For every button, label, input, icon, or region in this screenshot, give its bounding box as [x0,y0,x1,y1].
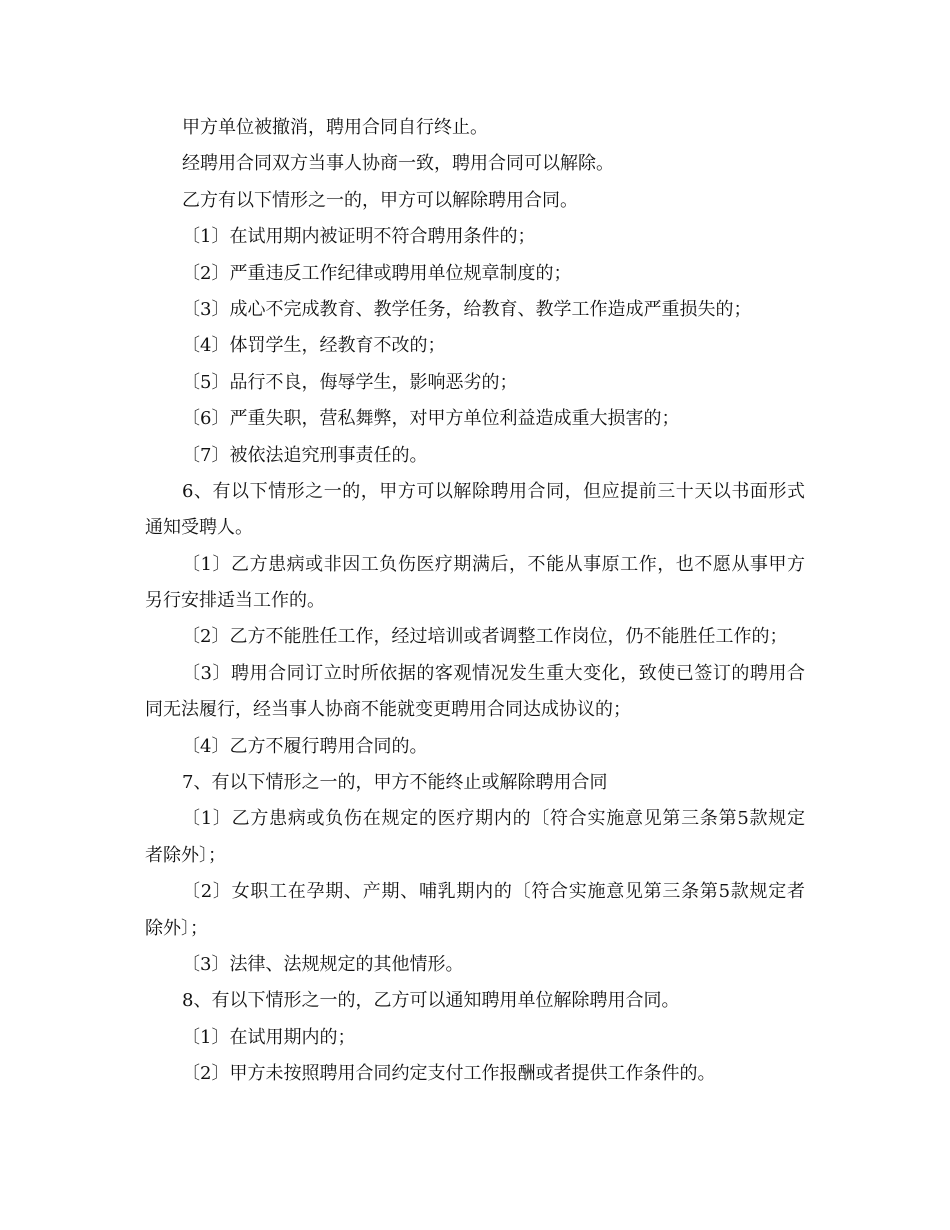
list-item [145,729,805,765]
paragraph-line: 经聘用合同双方当事人协商一致，聘用合同可以解除。 [182,153,614,175]
list-item [145,656,805,729]
paragraph-line: 通知受聘人。 [145,517,253,539]
document-page [145,110,805,1093]
paragraph-line: 〔2〕乙方不能胜任工作，经过培训或者调整工作岗位，仍不能胜任工作的； [182,626,788,648]
paragraph-line: 〔3〕聘用合同订立时所依据的客观情况发生重大变化，致使已签订的聘用合 [182,662,805,684]
list-item [145,401,805,437]
paragraph-line: 除外〕； [145,917,208,939]
paragraph-line: 〔5〕品行不良，侮辱学生，影响恶劣的； [182,371,518,393]
paragraph-line: 〔2〕甲方未按照聘用合同约定支付工作报酬或者提供工作条件的。 [182,1063,716,1085]
paragraph [145,110,805,146]
list-item [145,292,805,328]
paragraph-line: 乙方有以下情形之一的，甲方可以解除聘用合同。 [182,189,578,211]
paragraph-line: 〔4〕乙方不履行聘用合同的。 [182,735,428,757]
section-clause-8 [145,983,805,1019]
list-item [145,1020,805,1056]
paragraph [145,183,805,219]
paragraph-line: 同无法履行，经当事人协商不能就变更聘用合同达成协议的； [145,699,631,721]
list-item [145,219,805,255]
paragraph-line: 〔3〕成心不完成教育、教学任务，给教育、教学工作造成严重损失的； [182,298,752,320]
paragraph-line: 〔7〕被依法追究刑事责任的。 [182,444,428,466]
paragraph [145,146,805,182]
paragraph-line: 8、有以下情形之一的，乙方可以通知聘用单位解除聘用合同。 [182,990,680,1012]
paragraph-line: 〔1〕乙方患病或负伤在规定的医疗期内的〔符合实施意见第三条第5款规定 [182,808,805,830]
list-item [145,547,805,620]
list-item [145,1056,805,1092]
paragraph-line: 〔1〕乙方患病或非因工负伤医疗期满后，不能从事原工作，也不愿从事甲方 [182,553,805,575]
paragraph-line: 7、有以下情形之一的，甲方不能终止或解除聘用合同 [182,772,608,794]
paragraph-line: 〔6〕严重失职，营私舞弊，对甲方单位利益造成重大损害的； [182,408,680,430]
section-clause-7 [145,765,805,801]
paragraph-line: 〔3〕法律、法规规定的其他情形。 [182,953,464,975]
list-item [145,256,805,292]
paragraph-line: 〔1〕在试用期内的； [182,1026,356,1048]
paragraph-line: 〔2〕严重违反工作纪律或聘用单位规章制度的； [182,262,572,284]
paragraph-line: 〔2〕女职工在孕期、产期、哺乳期内的〔符合实施意见第三条第5款规定者 [182,881,805,903]
paragraph-line: 者除外〕； [145,844,226,866]
paragraph-line: 〔1〕在试用期内被证明不符合聘用条件的； [182,226,536,248]
paragraph-line: 甲方单位被撤消，聘用合同自行终止。 [182,117,488,138]
list-item [145,365,805,401]
paragraph-line: 6、有以下情形之一的，甲方可以解除聘用合同，但应提前三十天以书面形式 [182,480,805,502]
list-item [145,438,805,474]
paragraph-line: 〔4〕体罚学生，经教育不改的； [182,335,446,357]
list-item [145,801,805,874]
list-item [145,619,805,655]
list-item [145,947,805,983]
list-item [145,328,805,364]
paragraph-line: 另行安排适当工作的。 [145,590,325,612]
section-clause-6 [145,474,805,547]
list-item [145,874,805,947]
